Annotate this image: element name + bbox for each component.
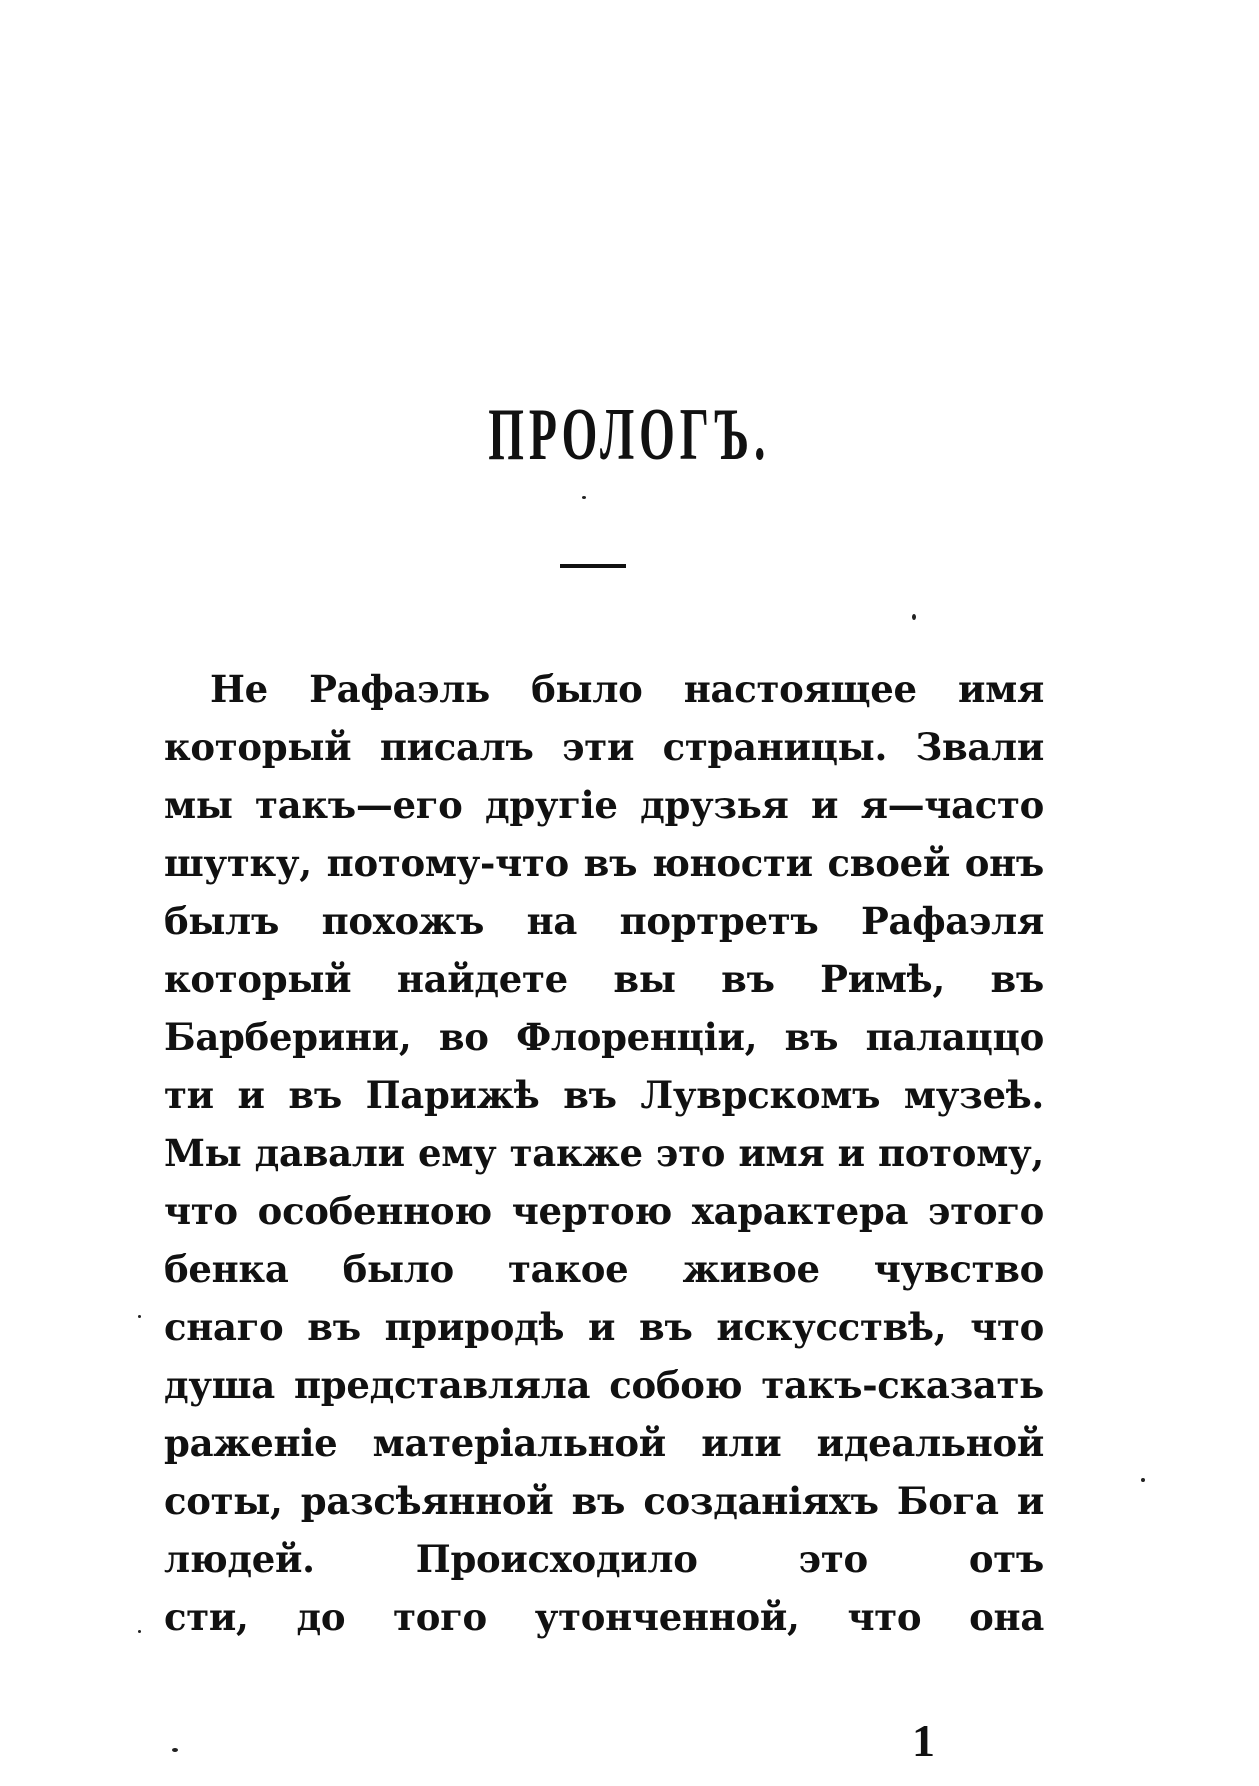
print-speck <box>172 1748 178 1752</box>
prologue-paragraph <box>164 660 1044 1646</box>
text-line: соты, разсѣянной въ созданіяхъ Бога и <box>164 1479 1044 1523</box>
text-line: ти и въ Парижѣ въ Луврскомъ музеѣ. <box>164 1073 1044 1117</box>
chapter-title: ПРОЛОГЪ. <box>488 394 771 476</box>
text-line: шутку, потому-что въ юности своей онъ <box>164 841 1044 885</box>
text-line: сти, до того утонченной, что она <box>164 1595 1044 1639</box>
print-speck <box>1141 1478 1145 1482</box>
print-speck <box>138 1630 141 1633</box>
text-line: который писалъ эти страницы. Звали <box>164 725 1044 769</box>
text-line: что особенною чертою характера этого <box>164 1189 1044 1233</box>
page-number: 1 <box>912 1715 935 1766</box>
text-line: Мы давали ему также это имя и потому, <box>164 1131 1044 1175</box>
text-line: душа представляла собою такъ-сказать <box>164 1363 1044 1407</box>
title-separator-rule <box>560 564 626 568</box>
text-line: людей. Происходило это отъ <box>164 1537 1044 1581</box>
print-speck <box>582 496 586 499</box>
text-line: бенка было такое живое чувство <box>164 1247 1044 1291</box>
text-line: снаго въ природѣ и въ искусствѣ, что <box>164 1305 1044 1349</box>
text-line: раженіе матеріальной или идеальной <box>164 1421 1044 1465</box>
text-line: Не Рафаэль было настоящее имя <box>210 667 1044 711</box>
print-speck <box>912 614 916 620</box>
text-line: былъ похожъ на портретъ Рафаэля <box>164 899 1044 943</box>
text-line: который найдете вы въ Римѣ, въ <box>164 957 1044 1001</box>
text-line: Барберини, во Флоренціи, въ палаццо <box>164 1015 1044 1059</box>
print-speck <box>138 1315 141 1318</box>
text-line: мы такъ—его другіе друзья и я—часто <box>164 783 1044 827</box>
